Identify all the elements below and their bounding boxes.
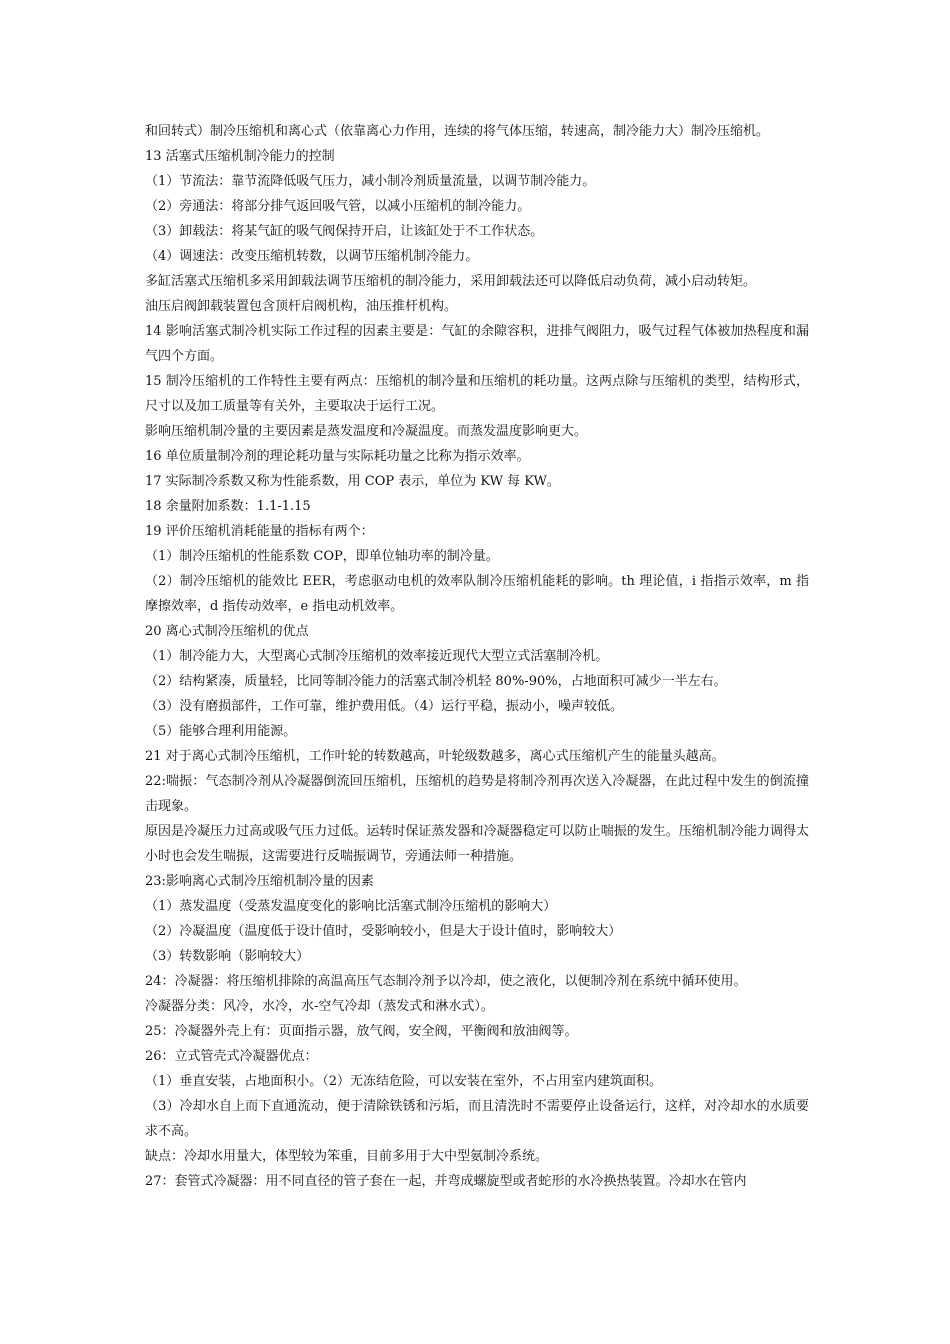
list-item-unloading: （3）卸载法：将某气缸的吸气阀保持开启，让该缸处于不工作状态。 <box>145 224 544 239</box>
list-item-evaporating-temp: （1）蒸发温度（受蒸发温度变化的影响比活塞式制冷压缩机的影响大） <box>145 899 557 914</box>
paragraph-condenser-types: 冷凝器分类：风冷，水冷，水-空气冷却（蒸发式和淋水式）。 <box>145 999 494 1014</box>
paragraph-17-cop: 17 实际制冷系数又称为性能系数，用 COP 表示，单位为 KW 每 KW。 <box>145 474 560 489</box>
heading-13-capacity-control: 13 活塞式压缩机制冷能力的控制 <box>145 149 335 164</box>
document-page <box>145 119 809 1194</box>
list-item-compact: （2）结构紧凑，质量轻，比同等制冷能力的活塞式制冷机轻 80%-90%，占地面积可减少一半左右。 <box>145 674 727 689</box>
list-item-bypass: （2）旁通法：将部分排气返回吸气管，以减小压缩机的制冷能力。 <box>145 199 531 214</box>
paragraph-15-characteristics: 15 制冷压缩机的工作特性主要有两点：压缩机的制冷量和压缩机的耗功量。这两点除与压缩机的类型，结构形式，尺寸以及加工质量等有关外，主要取决于运行工况。 <box>145 374 809 414</box>
paragraph-16-indicated-efficiency: 16 单位质量制冷剂的理论耗功量与实际耗功量之比称为指示效率。 <box>145 449 530 464</box>
paragraph-surge-causes: 原因是冷凝压力过高或吸气压力过低。运转时保证蒸发器和冷凝器稳定可以防止喘振的发生。压缩机制冷能力调得太小时也会发生喘振，这需要进行反喘振调节，旁通法师一种措施。 <box>145 824 809 864</box>
list-item-energy-use: （5）能够合理利用能源。 <box>145 724 297 739</box>
list-item-condensing-temp: （2）冷凝温度（温度低于设计值时，受影响较小，但是大于设计值时，影响较大） <box>145 924 622 939</box>
heading-19-energy-indices: 19 评价压缩机消耗能量的指标有两个： <box>145 524 374 539</box>
paragraph-27-double-pipe-condenser: 27：套管式冷凝器：用不同直径的管子套在一起，并弯成螺旋型或者蛇形的水冷换热装置。冷却水在管内 <box>145 1174 747 1189</box>
heading-20-centrifugal-advantages: 20 离心式制冷压缩机的优点 <box>145 624 309 639</box>
list-item-eer: （2）制冷压缩机的能效比 EER，考虑驱动电机的效率队制冷压缩机能耗的影响。th 理论值，i 指指示效率，m 指摩擦效率，d 指传动效率，e 指电动机效率。 <box>145 574 809 614</box>
paragraph-oil-pressure-unloader: 油压启阀卸载装置包含顶杆启阀机构，油压推杆机构。 <box>145 299 458 314</box>
list-item-speed-control: （4）调速法：改变压缩机转数，以调节压缩机制冷能力。 <box>145 249 479 264</box>
heading-23-centrifugal-capacity-factors: 23:影响离心式制冷压缩机制冷量的因素 <box>145 874 374 889</box>
list-item-cooling-water-flow: （3）冷却水自上而下直通流动，便于清除铁锈和污垢，而且清洗时不需要停止设备运行，这样，对冷却水的水质要求不高。 <box>145 1099 809 1139</box>
heading-26-vertical-condenser: 26：立式管壳式冷凝器优点： <box>145 1049 318 1064</box>
list-item-reliable: （3）没有磨损部件，工作可靠，维护费用低。（4）运行平稳，振动小，噪声较低。 <box>145 699 624 714</box>
paragraph-22-surge: 22:喘振：气态制冷剂从冷凝器倒流回压缩机，压缩机的趋势是将制冷剂再次送入冷凝器，在此过程中发生的倒流撞击现象。 <box>145 774 809 814</box>
paragraph-14-factors: 14 影响活塞式制冷机实际工作过程的因素主要是：气缸的余隙容积，进排气阀阻力，吸气过程气体被加热程度和漏气四个方面。 <box>145 324 809 364</box>
paragraph-25-condenser-shell: 25：冷凝器外壳上有：页面指示器，放气阀，安全阀，平衡阀和放油阀等。 <box>145 1024 578 1039</box>
paragraph-multi-cylinder: 多缸活塞式压缩机多采用卸载法调节压缩机的制冷能力，采用卸载法还可以降低启动负荷，减小启动转矩。 <box>145 274 757 289</box>
paragraph-capacity-factors: 影响压缩机制冷量的主要因素是蒸发温度和冷凝温度。而蒸发温度影响更大。 <box>145 424 588 439</box>
list-item-large-capacity: （1）制冷能力大，大型离心式制冷压缩机的效率接近现代大型立式活塞制冷机。 <box>145 649 609 664</box>
paragraph-disadvantages: 缺点：冷却水用量大，体型较为笨重，目前多用于大中型氨制冷系统。 <box>145 1149 549 1164</box>
list-item-throttling: （1）节流法：靠节流降低吸气压力，减小制冷剂质量流量，以调节制冷能力。 <box>145 174 596 189</box>
list-item-cop: （1）制冷压缩机的性能系数 COP，即单位轴功率的制冷量。 <box>145 549 499 564</box>
paragraph-21-impeller-speed: 21 对于离心式制冷压缩机，工作叶轮的转数越高，叶轮级数越多，离心式压缩机产生的能量头越高。 <box>145 749 725 764</box>
paragraph-18-margin-factor: 18 余量附加系数：1.1-1.15 <box>145 499 311 514</box>
paragraph-intro-compressor-types: 和回转式）制冷压缩机和离心式（依靠离心力作用，连续的将气体压缩，转速高，制冷能力大）制冷压缩机。 <box>145 124 770 139</box>
list-item-vertical-install: （1）垂直安装，占地面积小。（2）无冻结危险，可以安装在室外，不占用室内建筑面积。 <box>145 1074 663 1089</box>
paragraph-24-condenser: 24：冷凝器：将压缩机排除的高温高压气态制冷剂予以冷却，使之液化，以便制冷剂在系统中循环使用。 <box>145 974 747 989</box>
list-item-speed-effect: （3）转数影响（影响较大） <box>145 949 310 964</box>
